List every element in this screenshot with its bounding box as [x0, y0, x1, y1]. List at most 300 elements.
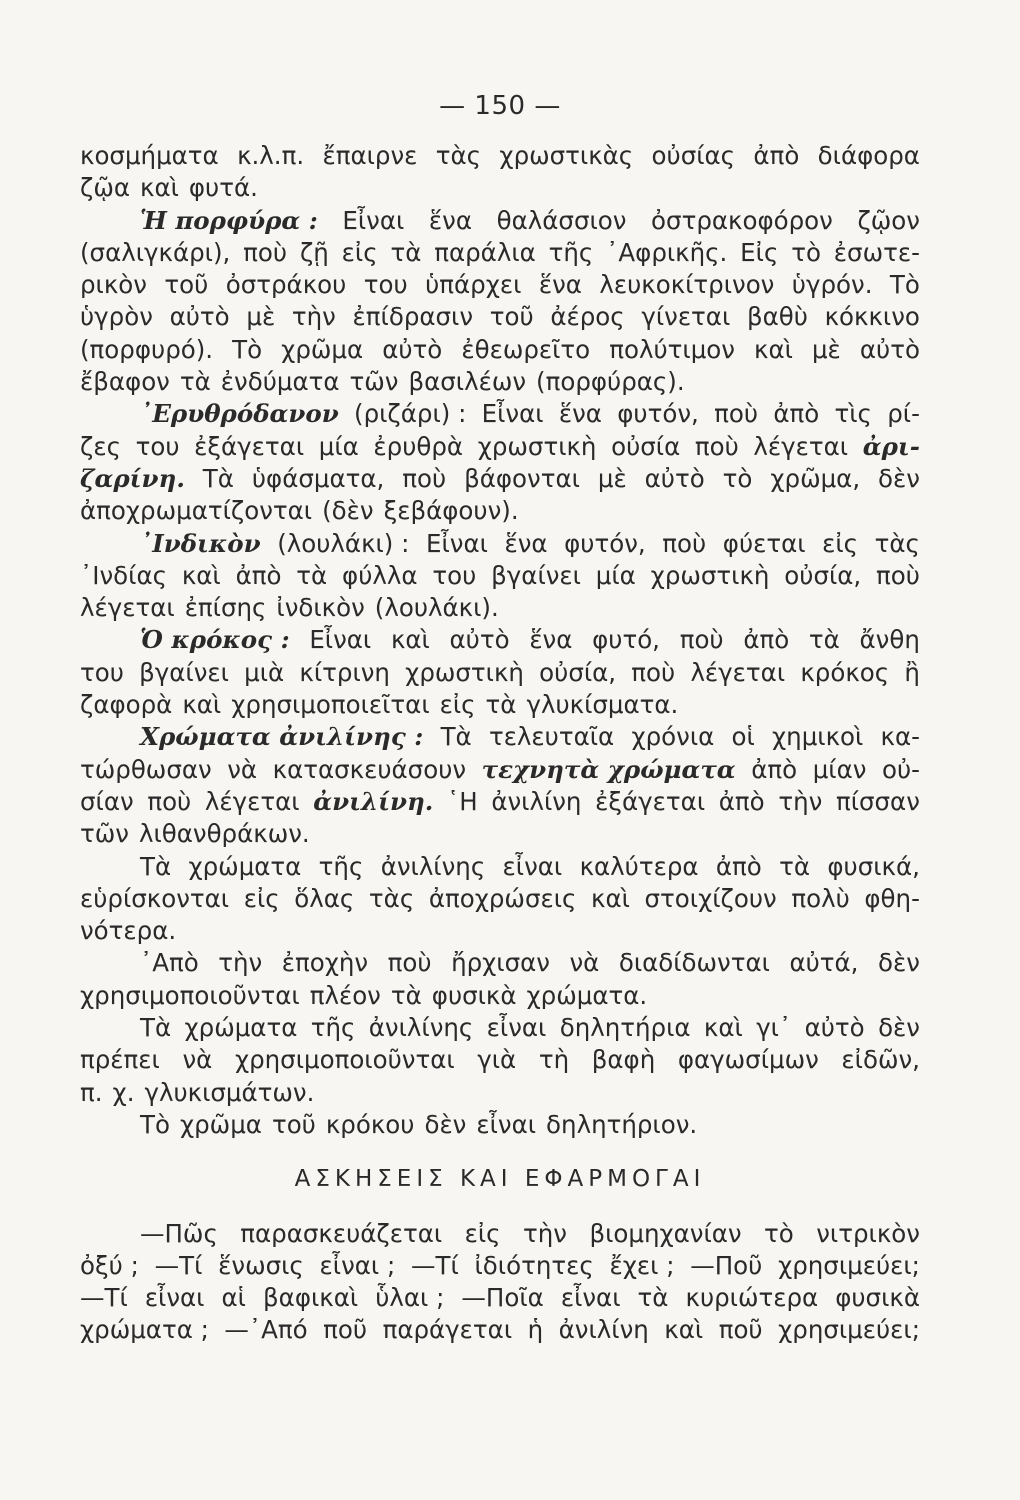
word: γι᾿	[756, 1013, 792, 1043]
word: ὅλας	[294, 883, 355, 913]
word: κρόκος	[800, 657, 890, 687]
word: βιομηχανίαν	[589, 1218, 742, 1248]
word: —᾿Από	[224, 1315, 308, 1345]
word: αὐτὸ	[804, 1013, 865, 1043]
word: ἕνα	[538, 270, 582, 300]
word: ἐθεωρεῖτο	[461, 334, 591, 364]
word: ἐξάγεται	[595, 786, 706, 816]
term-word: τεχνητὰ χρώματα	[481, 754, 736, 784]
word: τὰ	[390, 980, 422, 1010]
word: ὑγρὸν	[80, 302, 153, 332]
word: τὴν	[291, 302, 336, 332]
word: χρώματα	[188, 851, 302, 881]
text-line	[80, 398, 920, 430]
word: τῆς	[548, 237, 594, 267]
word: μιὰ	[244, 657, 285, 687]
word: ᾿Ινδίας	[80, 560, 167, 590]
word: Τὸ	[889, 270, 920, 300]
word: βαφὴ	[591, 1045, 656, 1075]
word: αὐτὸ	[449, 625, 510, 655]
word: (σαλιγκάρι),	[80, 237, 231, 267]
word: πρέπει	[80, 1045, 160, 1075]
text-line	[80, 721, 920, 753]
word: τὰς	[435, 141, 482, 170]
text-line	[80, 624, 920, 656]
word: ἕνα	[529, 625, 573, 655]
word: ἤρχισαν	[451, 948, 550, 978]
word: ῾Η	[446, 786, 478, 816]
word: ξεβάφουν).	[383, 496, 519, 526]
word: παράγεται	[382, 1315, 513, 1345]
word: λευκοκίτρινον	[599, 270, 775, 300]
word: τὶς	[834, 399, 872, 429]
word: ποὺ	[876, 560, 920, 590]
word: τοῦ	[271, 1109, 316, 1139]
word: χρησιμεύει;	[778, 1250, 920, 1280]
word: δὲν	[877, 948, 920, 978]
page-number: — 150 —	[439, 91, 561, 121]
word: τῆς	[310, 1013, 356, 1043]
word: Εἰς	[740, 237, 779, 267]
text-line	[80, 851, 920, 883]
word: τὰ	[390, 237, 422, 267]
exercise-line	[80, 1282, 920, 1314]
word: τὸ	[791, 237, 821, 267]
word: (λουλάκι).	[374, 593, 499, 623]
word: εἰς	[243, 883, 280, 913]
word: τὰ	[179, 367, 211, 397]
word: χρόνια	[631, 722, 715, 752]
word: νιτρικὸν	[816, 1218, 920, 1248]
word: δὲν	[424, 1109, 467, 1139]
word: τῆς	[318, 851, 364, 881]
text-line	[80, 334, 920, 366]
word: χρωστικὰς	[499, 141, 634, 170]
word: ποὺ	[662, 528, 707, 558]
word: δηλητήριον.	[546, 1109, 698, 1139]
word: αὐτὸ	[644, 463, 705, 493]
word: τὴν	[218, 948, 263, 978]
word: τώρθωσαν	[80, 754, 212, 784]
word: καὶ	[182, 690, 222, 720]
book-page	[80, 86, 920, 1347]
section-heading-text: ΑΣΚΗΣΕΙΣ ΚΑΙ ΕΦΑΡΜΟΓΑΙ	[294, 1166, 706, 1193]
word: βαθὺ	[746, 302, 808, 332]
word: φυσικά,	[827, 851, 920, 881]
word: ποὺ	[694, 431, 739, 461]
text-line	[80, 495, 920, 527]
word: μία	[318, 431, 359, 461]
word: γλυκίσματα.	[526, 690, 679, 720]
word: —Τί	[411, 1250, 459, 1280]
text-line	[80, 366, 920, 398]
word: μίαν	[812, 754, 867, 784]
word: ὀξύ ;	[80, 1250, 139, 1280]
word: ποῦ	[323, 1315, 368, 1345]
word: τὰς	[368, 883, 415, 913]
word: εἰδῶν,	[841, 1045, 920, 1075]
word: ἔβαφον	[80, 367, 170, 397]
word: εἶναι	[486, 1013, 547, 1043]
word: ἐπίδρασιν	[352, 302, 474, 332]
exercise-text	[80, 1218, 920, 1347]
word: διαδίδωνται	[618, 948, 770, 978]
word: γίνεται	[641, 302, 731, 332]
word: λέγεται	[80, 593, 175, 623]
word: εὑρίσκονται	[80, 883, 230, 913]
term-word: Χρώματα ἀνιλίνης :	[140, 722, 424, 752]
word: ζαφορὰ	[80, 690, 173, 720]
word: φυτό,	[592, 625, 660, 655]
word: τοῦ	[489, 302, 534, 332]
word: ὀστράκου	[225, 270, 347, 300]
word: οὐσίας	[651, 141, 736, 170]
word: οἱ	[731, 722, 755, 752]
word: ἀπὸ	[715, 851, 762, 881]
word: αἱ	[221, 1283, 246, 1313]
word: θαλάσσιον	[496, 205, 627, 235]
word: Τὰ	[202, 463, 234, 493]
word: εἰς	[439, 690, 476, 720]
word: ρικὸν	[80, 270, 147, 300]
word: τὴν	[523, 1218, 567, 1248]
word: ἀνιλίνη	[558, 1315, 649, 1345]
word: ἀπὸ	[235, 560, 282, 590]
word: ζῷα	[80, 173, 130, 203]
text-line	[80, 592, 920, 624]
word: μὲ	[597, 463, 627, 493]
text-line	[80, 980, 920, 1012]
word: κυριώτερα	[685, 1283, 819, 1313]
word: μὲ	[811, 334, 841, 364]
word: φυσικὰ	[431, 980, 517, 1010]
text-line	[80, 689, 920, 721]
word: βαφικαὶ	[263, 1283, 359, 1313]
word: ἀνιλίνη	[491, 786, 582, 816]
word: ποὺ	[147, 786, 192, 816]
text-line	[80, 237, 920, 269]
word: φθη-	[864, 883, 920, 913]
word: ἀέρος	[550, 302, 625, 332]
word: μία	[595, 560, 636, 590]
word: (πορφυρό).	[80, 334, 214, 364]
word: ἀπὸ	[718, 786, 765, 816]
word: ἕνα	[558, 399, 602, 429]
word: χρῶμα,	[770, 463, 861, 493]
word: Τὰ	[140, 1013, 172, 1043]
word: αὐτὸ	[382, 334, 443, 364]
word: μὲ	[246, 302, 276, 332]
text-line	[80, 140, 920, 172]
word: νὰ	[227, 754, 258, 784]
word: ἄνθη	[859, 625, 920, 655]
word: Εἶναι	[481, 399, 544, 429]
word: νὰ	[569, 948, 600, 978]
exercise-line	[80, 1314, 920, 1346]
word: πολὺ	[791, 883, 850, 913]
word: φυτόν,	[564, 528, 646, 558]
word: τὰ	[637, 1283, 669, 1313]
word: κοσμήματα	[80, 141, 219, 170]
word: φύεται	[722, 528, 806, 558]
word: πολύτιμον	[609, 334, 735, 364]
word: βάφονται	[464, 463, 580, 493]
word: (λουλάκι) :	[277, 528, 410, 558]
word: φύλλα	[342, 560, 418, 590]
word: του	[363, 270, 408, 300]
text-line	[80, 528, 920, 560]
word: ἐρυθρὰ	[373, 431, 464, 461]
word: ἐξάγεται	[194, 431, 305, 461]
word: φυσικὰ	[835, 1283, 920, 1313]
word: τῶν	[80, 819, 129, 849]
word: εἶναι	[144, 1283, 205, 1313]
word: —Πῶς	[140, 1218, 218, 1248]
word: ἔπαιρνε	[322, 141, 418, 170]
word: ὗλαι ;	[375, 1283, 445, 1313]
word: χρῶμα	[281, 334, 364, 364]
word: ποὺ	[243, 237, 288, 267]
word: ἀνιλίνης	[380, 851, 486, 881]
text-line	[80, 1109, 920, 1141]
word: ζῇ	[299, 237, 329, 267]
word: καλύτερα	[579, 851, 699, 881]
text-line	[80, 205, 920, 237]
word: ἰνδικὸν	[276, 593, 365, 623]
word: τὸ	[722, 463, 753, 493]
word: ἐπίσης	[184, 593, 267, 623]
word: καὶ	[664, 1315, 704, 1345]
word: χρωστικὴ	[405, 657, 524, 687]
word: φυτόν,	[617, 399, 699, 429]
word: ἕνα	[504, 528, 548, 558]
word: Τὰ	[140, 851, 172, 881]
word: —Τί	[154, 1250, 203, 1280]
word: ἔχει ;	[609, 1250, 675, 1280]
word: γιὰ	[477, 1045, 517, 1075]
word: σίαν	[80, 786, 134, 816]
word: ὑγρόν.	[791, 270, 873, 300]
text-line	[80, 786, 920, 818]
term-word: Ὁ κρόκος :	[140, 625, 290, 655]
word: τὰς	[874, 528, 920, 558]
word: ἐσωτε-	[833, 237, 920, 267]
word: τὴ	[538, 1045, 570, 1075]
word: λιθανθράκων.	[138, 819, 310, 849]
word: ποὺ	[631, 657, 676, 687]
word: ἀπὸ	[773, 399, 820, 429]
word: (δὲν	[322, 496, 374, 526]
word: δὲν	[878, 1013, 920, 1043]
word: καὶ	[703, 1013, 743, 1043]
word: χρησιμεύει;	[778, 1315, 920, 1345]
word: νότερα.	[80, 916, 177, 946]
word: βασιλέων	[408, 367, 527, 397]
word: οὐσία,	[784, 560, 862, 590]
word: δηλητήρια	[559, 1013, 691, 1043]
word: χημικοὶ	[772, 722, 864, 752]
word: τῶν	[349, 367, 399, 397]
word: οὐ-	[881, 754, 920, 784]
word: ἀποχρώσεις	[428, 883, 577, 913]
word: ὑπάρχει	[425, 270, 522, 300]
word: Τὸ	[140, 1109, 170, 1139]
word: ποὺ	[679, 625, 724, 655]
word: χρησιμοποιοῦνται	[234, 1045, 455, 1075]
word: ποὺ	[387, 948, 432, 978]
word: χρησιμοποιεῖται	[231, 690, 430, 720]
word: ζες	[80, 431, 121, 461]
word: εἶναι	[502, 851, 563, 881]
text-line	[80, 657, 920, 689]
word: του	[135, 431, 180, 461]
word: π.	[80, 1077, 103, 1107]
word: ἐνδύματα	[220, 367, 340, 397]
word: χρώματα.	[526, 980, 648, 1010]
text-line	[80, 1044, 920, 1076]
text-line	[80, 947, 920, 979]
word: καὶ	[390, 625, 430, 655]
word: ποὺ	[402, 463, 447, 493]
word: χρωστικὴ	[650, 560, 770, 590]
word: ἢ	[904, 657, 920, 687]
word: εἶναι	[476, 1109, 537, 1139]
word: τὰ	[779, 851, 811, 881]
word: εἶναι	[560, 1283, 621, 1313]
word: ἀπὸ	[751, 754, 798, 784]
word: ἀπὸ	[753, 141, 800, 170]
word: του	[432, 560, 477, 590]
word: ἰδιότητες	[474, 1250, 594, 1280]
word: τὴν	[778, 786, 823, 816]
word: τὰ	[808, 625, 840, 655]
word: ἀποχρωματίζονται	[80, 496, 313, 526]
word: Εἶναι	[309, 625, 372, 655]
word: —Ποῦ	[690, 1250, 763, 1280]
word: νὰ	[182, 1045, 213, 1075]
word: γλυκισμάτων.	[144, 1077, 315, 1107]
word: ρί-	[887, 399, 920, 429]
word: εἰς	[464, 1218, 501, 1248]
text-line	[80, 1012, 920, 1044]
body-text	[80, 140, 920, 1141]
word: κ.λ.π.	[237, 141, 305, 170]
word: κατασκευάσουν	[272, 754, 467, 784]
word: λέγεται	[204, 786, 300, 816]
word: Τὸ	[232, 334, 263, 364]
text-line	[80, 301, 920, 333]
word: αὐτὸ	[859, 334, 920, 364]
text-line	[80, 431, 920, 463]
word: ὀστρακοφόρον	[651, 205, 833, 235]
text-line	[80, 818, 920, 850]
word: βγαίνει	[491, 560, 581, 590]
word: τοῦ	[164, 270, 209, 300]
word: εἰς	[822, 528, 859, 558]
word: κα-	[880, 722, 920, 752]
word: ἐποχὴν	[281, 948, 369, 978]
word: καὶ	[754, 334, 793, 364]
word: χρώματα	[184, 1013, 298, 1043]
text-line	[80, 915, 920, 947]
word: χ.	[112, 1077, 135, 1107]
word: κίτρινη	[299, 657, 390, 687]
word: Εἶναι	[342, 205, 405, 235]
word: —Τί	[80, 1283, 128, 1313]
text-line	[80, 1077, 920, 1109]
word: εἶναι ;	[319, 1250, 396, 1280]
word: δὲν	[878, 463, 920, 493]
word: Εἶναι	[425, 528, 488, 558]
term-word: ᾿Ερυθρόδανον	[140, 399, 339, 429]
word: φαγωσίμων	[677, 1045, 819, 1075]
word: ἕνωσις	[218, 1250, 304, 1280]
word: τὰ	[296, 560, 328, 590]
word: ὑφάσματα,	[251, 463, 385, 493]
word: εἰς	[341, 237, 378, 267]
word: χρώματα ;	[80, 1315, 209, 1345]
word: στοιχίζουν	[644, 883, 777, 913]
word: ᾿Απὸ	[140, 948, 199, 978]
word: λέγεται	[690, 657, 786, 687]
word: διάφορα	[817, 141, 920, 170]
word: χρῶμα	[179, 1109, 262, 1139]
text-line	[80, 883, 920, 915]
text-line	[80, 172, 920, 204]
word: καὶ	[591, 883, 630, 913]
word: του	[80, 657, 124, 687]
term-word: ἀρι-	[862, 431, 920, 461]
word: ἀνιλίνης	[368, 1013, 474, 1043]
word: ᾿Αφρικῆς.	[606, 237, 728, 267]
word: ποῦ	[718, 1315, 763, 1345]
word: χρησιμοποιοῦνται	[80, 980, 300, 1010]
word: ἡ	[527, 1315, 544, 1345]
word: οὐσία,	[539, 657, 617, 687]
word: βγαίνει	[139, 657, 229, 687]
text-line	[80, 754, 920, 786]
word: κρόκου	[325, 1109, 415, 1139]
word: αὐτὸ	[169, 302, 230, 332]
term-word: Ἡ πορφύρα :	[140, 205, 318, 235]
word: τελευταῖα	[488, 722, 615, 752]
word: λέγεται	[753, 431, 849, 461]
word: ἀπὸ	[743, 625, 790, 655]
word: καὶ	[140, 173, 179, 203]
word: κόκκινο	[824, 302, 920, 332]
word: ζῷον	[857, 205, 920, 235]
word: παρασκευάζεται	[240, 1218, 443, 1248]
word: πίσσαν	[835, 786, 920, 816]
exercise-line	[80, 1250, 920, 1282]
word: παράλια	[434, 237, 536, 267]
word: πλέον	[309, 980, 381, 1010]
term-word: ζαρίνη.	[80, 463, 185, 493]
word: (ριζάρι) :	[354, 399, 467, 429]
word: τὸ	[764, 1218, 794, 1248]
term-word: ᾿Ινδικὸν	[140, 528, 261, 558]
word: καὶ	[181, 560, 221, 590]
word: Τὰ	[440, 722, 472, 752]
section-heading	[80, 1163, 920, 1195]
word: τὰ	[485, 690, 517, 720]
word: οὐσία	[611, 431, 681, 461]
word: χρωστικὴ	[477, 431, 597, 461]
text-line	[80, 463, 920, 495]
word: ποὺ	[714, 399, 759, 429]
text-line	[80, 269, 920, 301]
text-line	[80, 560, 920, 592]
